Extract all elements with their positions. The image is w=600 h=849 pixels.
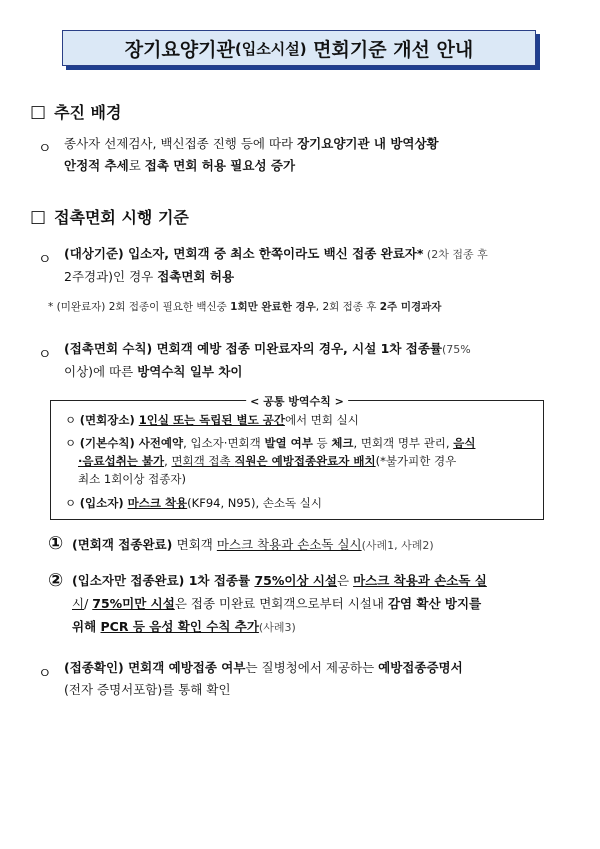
title-banner — [62, 30, 540, 72]
common-rules-box — [50, 395, 544, 520]
text-bold: (접촉면회 수칙) 면회객 예방 접종 미완료자의 경우, 시설 1차 접종률 — [64, 341, 442, 356]
text: 등 — [312, 436, 332, 450]
text-bold: 장기요양기관 내 방역상황 — [297, 136, 439, 151]
text-bold: (입소자) — [79, 496, 128, 510]
text-bold-underline: 75%이상 시설 — [254, 573, 338, 588]
text: (KF94, N95), 손소독 실시 — [187, 496, 322, 510]
text-bold: (입소자만 접종완료) 1차 접종률 — [72, 573, 255, 588]
text-bold: 발열 여부 — [264, 436, 313, 450]
text-bold-underline: 75%미만 시설 — [92, 596, 175, 611]
section-heading-background — [30, 100, 121, 123]
text: (전자 증명서포함)를 통해 확인 — [64, 682, 231, 697]
background-paragraph — [64, 133, 584, 177]
text-bold: 접촉면회 허용 — [157, 269, 235, 284]
criteria-rules-paragraph — [64, 338, 584, 383]
common-rule-place — [65, 411, 359, 429]
criteria-target-paragraph — [64, 243, 584, 288]
common-rules-title: < 공통 방역수칙 > — [246, 393, 348, 409]
text-bold: 안정적 추세 — [64, 158, 129, 173]
bullet-icon: ㅇ — [65, 496, 77, 510]
text-bold-underline: 마스크 착용 — [127, 496, 188, 510]
text-bold: 접촉 면회 허용 필요성 증가 — [144, 158, 296, 173]
text: , — [164, 454, 172, 468]
text-bold: 예방접종증명서 — [378, 660, 463, 675]
text-underline: 면회객 접촉 — [171, 454, 235, 468]
case-1-text — [72, 534, 582, 557]
text-bold: 2주 미경과자 — [379, 301, 442, 313]
bullet-icon: ㅇ — [38, 666, 52, 682]
bullet-icon: ㅇ — [38, 347, 52, 363]
case-2-number: ② — [48, 570, 64, 591]
text-bold: (기본수칙) 사전예약 — [79, 436, 184, 450]
text-bold-underline: 마스크 착용과 손소독 실 — [353, 573, 487, 588]
text: 에서 면회 실시 — [284, 413, 359, 427]
footnote — [48, 299, 441, 314]
section-heading-criteria — [30, 205, 189, 228]
bullet-icon: ㅇ — [65, 436, 77, 450]
text-underline: 시 — [72, 596, 85, 611]
title-paren: (입소시설) — [234, 39, 307, 58]
checkbox-square-icon: □ — [30, 101, 47, 122]
section-label: 추진 배경 — [54, 103, 122, 122]
text: 는 질병청에서 제공하는 — [245, 660, 379, 675]
text: 최소 1회이상 접종자) — [78, 472, 186, 486]
text: 로 — [128, 158, 145, 173]
text-bold: 방역수칙 일부 차이 — [137, 364, 243, 379]
text: / — [84, 596, 93, 611]
text: 은 접종 미완료 면회객으로부터 시설내 — [174, 596, 388, 611]
checkbox-square-icon: □ — [30, 206, 47, 227]
text: (*불가피한 경우 — [375, 454, 457, 468]
text: 종사자 선제검사, 백신접종 진행 등에 따라 — [64, 136, 298, 151]
text-bold-underline: 음식 — [453, 436, 476, 450]
case-1-number: ① — [48, 533, 64, 554]
text-gray: (사례3) — [258, 621, 296, 634]
section-label: 접촉면회 시행 기준 — [54, 208, 189, 227]
text-bold: (면회객 접종완료) — [72, 537, 177, 552]
text-bold-underline: 직원은 예방접종완료자 배치 — [234, 454, 376, 468]
title-rest: 면회기준 개선 안내 — [306, 38, 474, 61]
text: 은 — [337, 573, 354, 588]
bullet-icon: ㅇ — [65, 413, 77, 427]
text-bold: (대상기준) 입소자, 면회객 중 최소 한쪽이라도 백신 접종 완료자* — [64, 246, 424, 261]
text-bold-underline: 1인실 또는 독립된 별도 공간 — [138, 413, 285, 427]
text: * — [48, 301, 57, 313]
common-rule-resident — [65, 494, 322, 512]
text-gray: (2차 접종 후 — [423, 248, 488, 261]
text-bold: 위해 — [72, 619, 101, 634]
common-rule-basic — [65, 434, 535, 488]
bullet-icon: ㅇ — [38, 252, 52, 268]
text-bold: (면회장소) — [79, 413, 139, 427]
text-bold: 1회만 완료한 경우 — [230, 301, 316, 313]
confirm-paragraph — [64, 657, 584, 701]
text-bold: 체크 — [331, 436, 354, 450]
text: 이상)에 따른 — [64, 364, 138, 379]
text-bold: (접종확인) 면회객 예방접종 여부 — [64, 660, 246, 675]
text-bold: 감염 확산 방지를 — [387, 596, 482, 611]
text: (미완료자) 2회 접종이 필요한 백신중 — [56, 301, 231, 313]
text-bold-underline: ·음료섭취는 불가 — [78, 454, 165, 468]
text-bold-underline: PCR 등 음성 확인 수칙 추가 — [100, 619, 259, 634]
text-gray: (사례1, 사례2) — [361, 539, 434, 552]
text-underline: 마스크 착용과 손소독 실시 — [216, 537, 362, 552]
text-gray: (75% — [442, 343, 471, 356]
text: , 2회 접종 후 — [315, 301, 380, 313]
title-main: 장기요양기관 — [124, 38, 235, 61]
case-2-text — [72, 569, 582, 639]
text: , 입소자·면회객 — [183, 436, 265, 450]
page-title — [62, 30, 536, 66]
bullet-icon: ㅇ — [38, 141, 52, 157]
text: 2주경과)인 경우 — [64, 269, 158, 284]
text: 면회객 — [176, 537, 217, 552]
text: , 면회객 명부 관리, — [353, 436, 454, 450]
